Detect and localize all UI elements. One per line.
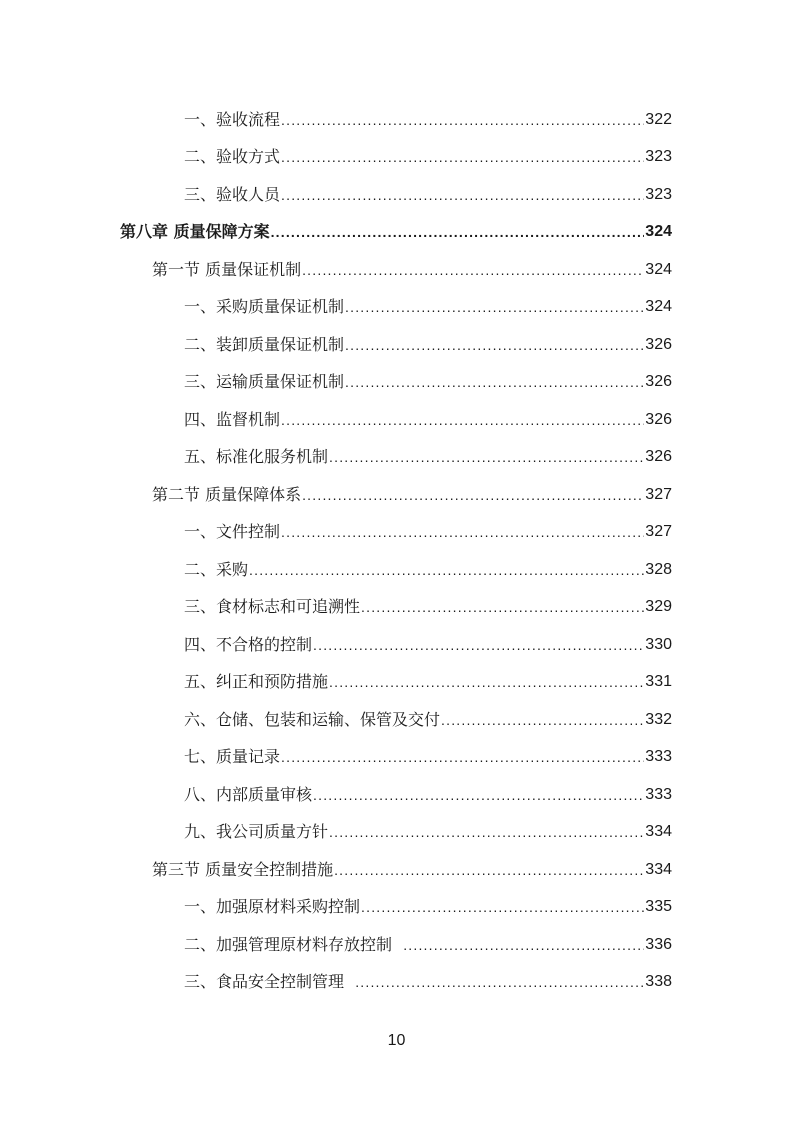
toc-entry[interactable] [0, 964, 793, 1002]
toc-entry-title: 三、食材标志和可追溯性 [184, 597, 361, 617]
toc-dot-leader [403, 935, 644, 955]
toc-entry[interactable] [0, 589, 793, 627]
toc-entry[interactable] [0, 139, 793, 177]
toc-entry-page: 336 [645, 935, 672, 953]
toc-entry-title: 四、监督机制 [184, 409, 281, 429]
toc-entry-title: 三、食品安全控制管理 [184, 972, 355, 992]
toc-entry[interactable] [0, 739, 793, 777]
toc-dot-leader [441, 710, 644, 730]
toc-entry[interactable] [0, 626, 793, 664]
toc-entry[interactable] [0, 289, 793, 327]
toc-entry-title: 九、我公司质量方针 [184, 822, 329, 842]
toc-entry-page: 322 [645, 110, 672, 128]
toc-entry-page: 324 [645, 223, 672, 241]
toc-section-entry[interactable] [0, 251, 793, 289]
toc-entry-page: 327 [645, 485, 672, 503]
toc-entry-page: 338 [645, 973, 672, 991]
toc-entry[interactable] [0, 701, 793, 739]
toc-entry-page: 326 [645, 410, 672, 428]
toc-entry-title: 六、仓储、包装和运输、保管及交付 [184, 709, 441, 729]
toc-entry-page: 324 [645, 298, 672, 316]
toc-section-entry[interactable] [0, 476, 793, 514]
toc-entry[interactable] [0, 926, 793, 964]
toc-entry-page: 333 [645, 748, 672, 766]
toc-entry-page: 334 [645, 860, 672, 878]
toc-entry-title: 四、不合格的控制 [184, 634, 313, 654]
toc-entry-page: 331 [645, 673, 672, 691]
toc-dot-leader [313, 635, 644, 655]
toc-dot-leader [361, 597, 644, 617]
toc-entry-page: 324 [645, 260, 672, 278]
toc-dot-leader [334, 860, 644, 880]
toc-entry-title: 第三节 质量安全控制措施 [152, 859, 334, 879]
toc-dot-leader [281, 110, 644, 130]
toc-entry-page: 333 [645, 785, 672, 803]
toc-entry-title: 一、文件控制 [184, 522, 281, 542]
toc-entry[interactable] [0, 814, 793, 852]
toc-entry-title: 二、装卸质量保证机制 [184, 334, 345, 354]
toc-entry-title: 第二节 质量保障体系 [152, 484, 302, 504]
toc-chapter-entry[interactable] [0, 214, 793, 252]
toc-dot-leader [313, 785, 644, 805]
toc-entry[interactable] [0, 439, 793, 477]
toc-entry-title: 三、验收人员 [184, 184, 281, 204]
toc-entry[interactable] [0, 889, 793, 927]
toc-entry-title: 五、标准化服务机制 [184, 447, 329, 467]
toc-entry-page: 326 [645, 448, 672, 466]
toc-entry[interactable] [0, 401, 793, 439]
toc-entry-title: 三、运输质量保证机制 [184, 372, 345, 392]
toc-entry[interactable] [0, 664, 793, 702]
toc-entry-page: 323 [645, 148, 672, 166]
toc-entry-page: 328 [645, 560, 672, 578]
toc-entry[interactable] [0, 176, 793, 214]
toc-entry-title: 一、加强原材料采购控制 [184, 897, 361, 917]
toc-entry-title: 二、验收方式 [184, 147, 281, 167]
toc-entry[interactable] [0, 776, 793, 814]
toc-entry-title: 第八章 质量保障方案 [120, 222, 270, 242]
toc-dot-leader [302, 485, 644, 505]
toc-entry-page: 327 [645, 523, 672, 541]
toc-section-entry[interactable] [0, 851, 793, 889]
toc-entry-page: 334 [645, 823, 672, 841]
toc-entry-title: 一、采购质量保证机制 [184, 297, 345, 317]
toc-entry-title: 二、加强管理原材料存放控制 [184, 934, 403, 954]
toc-dot-leader [329, 822, 644, 842]
toc-entry[interactable] [0, 364, 793, 402]
toc-entry[interactable] [0, 514, 793, 552]
toc-dot-leader [329, 672, 644, 692]
toc-entry[interactable] [0, 551, 793, 589]
toc-entry-page: 323 [645, 185, 672, 203]
toc-entry-title: 七、质量记录 [184, 747, 281, 767]
toc-dot-leader [281, 522, 644, 542]
toc-entry-title: 一、验收流程 [184, 109, 281, 129]
page-number: 10 [387, 1032, 406, 1049]
toc-dot-leader [249, 560, 644, 580]
toc-dot-leader [281, 410, 644, 430]
toc-dot-leader [345, 372, 644, 392]
toc-entry-page: 329 [645, 598, 672, 616]
toc-dot-leader [345, 335, 644, 355]
toc-entry-title: 第一节 质量保证机制 [152, 259, 302, 279]
toc-entry-page: 332 [645, 710, 672, 728]
toc-entry-title: 二、采购 [184, 559, 249, 579]
toc-dot-leader [281, 185, 644, 205]
toc-entry[interactable] [0, 101, 793, 139]
table-of-contents [0, 101, 793, 1001]
toc-dot-leader [281, 747, 644, 767]
toc-entry-page: 326 [645, 335, 672, 353]
toc-dot-leader [329, 447, 644, 467]
toc-entry[interactable] [0, 326, 793, 364]
toc-entry-page: 330 [645, 635, 672, 653]
toc-entry-title: 八、内部质量审核 [184, 784, 313, 804]
toc-dot-leader [302, 260, 644, 280]
toc-entry-page: 326 [645, 373, 672, 391]
toc-entry-page: 335 [645, 898, 672, 916]
toc-dot-leader [355, 972, 644, 992]
toc-dot-leader [281, 147, 644, 167]
toc-dot-leader [361, 897, 644, 917]
toc-entry-title: 五、纠正和预防措施 [184, 672, 329, 692]
toc-dot-leader [345, 297, 644, 317]
toc-dot-leader [271, 222, 645, 242]
